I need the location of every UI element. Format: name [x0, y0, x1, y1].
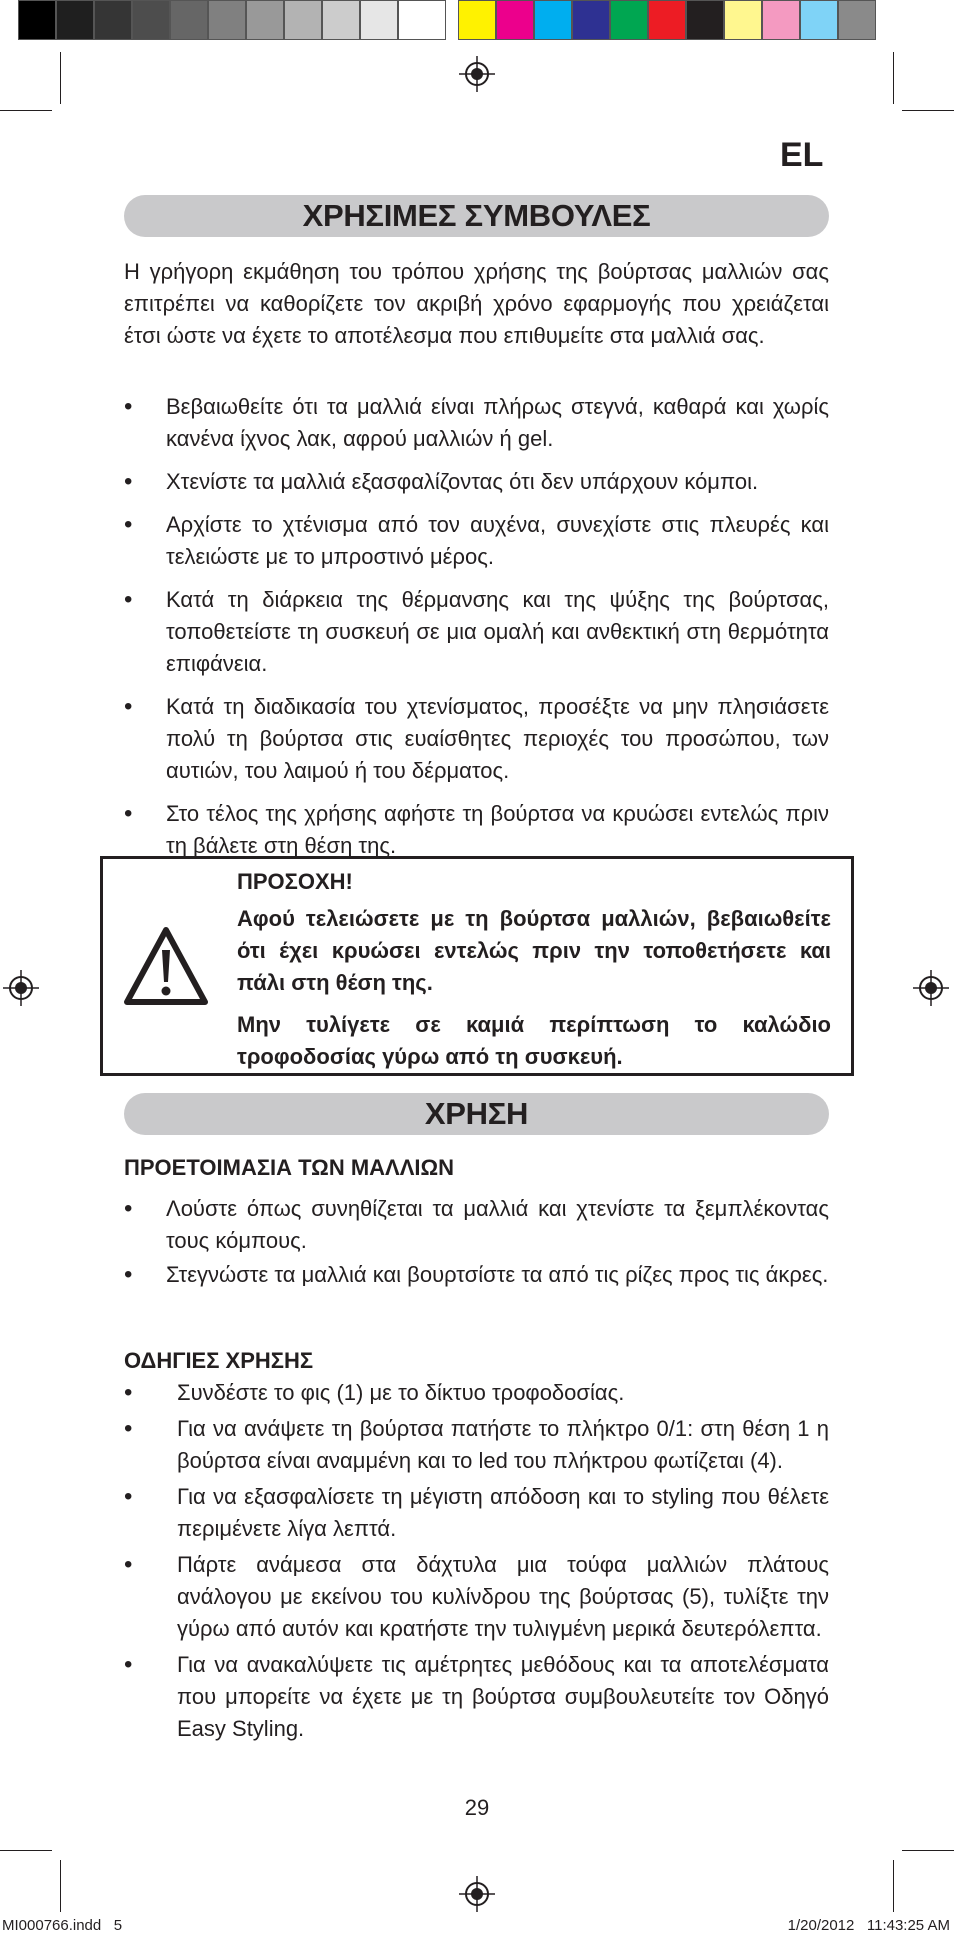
- language-code: EL: [780, 136, 824, 174]
- printer-color-bar: [18, 0, 876, 42]
- registration-mark-icon: [459, 1876, 495, 1912]
- section-title-usage: ΧΡΗΣΗ: [124, 1093, 829, 1135]
- subheading-usage-instructions: ΟΔΗΓΙΕΣ ΧΡΗΣΗΣ: [124, 1348, 314, 1373]
- registration-mark-icon: [913, 970, 949, 1006]
- warning-triangle-icon: [123, 926, 209, 1006]
- color-swatch: [56, 0, 94, 40]
- registration-mark-icon: [459, 56, 495, 92]
- color-swatch: [686, 0, 724, 40]
- color-swatch: [838, 0, 876, 40]
- list-item: • Κατά τη διαδικασία του χτενίσματος, προσέξτε να μην πλησιάσετε πολύ τη βούρτσα στις ευαίσθητες περιοχές του προσώπου, των αυτιών, του λαιμού ή του δέρματος.: [124, 691, 829, 787]
- list-item: • Κατά τη διάρκεια της θέρμανσης και της ψύξης της βούρτσας, τοποθετείστε τη συσκευή σε μια ομαλή και ανθεκτική στη θερμότητα επιφάνεια.: [124, 584, 829, 680]
- subheading-hair-preparation: ΠΡΟΕΤΟΙΜΑΣΙΑ ΤΩΝ ΜΑΛΛΙΩΝ: [124, 1155, 455, 1180]
- color-swatch: [458, 0, 496, 40]
- color-swatch: [18, 0, 56, 40]
- registration-mark-icon: [3, 970, 39, 1006]
- color-swatch: [360, 0, 398, 40]
- color-swatch: [322, 0, 360, 40]
- list-item: • Πάρτε ανάμεσα στα δάχτυλα μια τούφα μαλλιών πλάτους ανάλογου με εκείνου του κυλίνδρου της βούρτσας (5), τυλίξτε την γύρω από αυτόν και κρατήστε την τυλιγμένη μερικά δευτερόλεπτα.: [124, 1549, 829, 1645]
- color-swatch: [572, 0, 610, 40]
- intro-paragraph: Η γρήγορη εκμάθηση του τρόπου χρήσης της βούρτσας μαλλιών σας επιτρέπει να καθορίζετε τον ακριβή χρόνο εφαρμογής που χρειάζεται έτσι ώστε να έχετε το αποτέλεσμα που επιθυμείτε στα μαλλιά σας.: [124, 259, 829, 348]
- color-swatch: [762, 0, 800, 40]
- color-swatch: [246, 0, 284, 40]
- color-swatch: [208, 0, 246, 40]
- crop-mark: [0, 1850, 52, 1851]
- crop-mark: [60, 1860, 61, 1912]
- list-item: • Για να ανάψετε τη βούρτσα πατήστε το πλήκτρο 0/1: στη θέση 1 η βούρτσα είναι αναμμένη και το led του πλήκτρου φωτίζεται (4).: [124, 1413, 829, 1477]
- color-swatch: [534, 0, 572, 40]
- crop-mark: [893, 1860, 894, 1912]
- color-swatch: [132, 0, 170, 40]
- file-slug: MI000766.indd 5: [2, 1917, 123, 1934]
- color-swatch: [610, 0, 648, 40]
- section-title-useful-tips: ΧΡΗΣΙΜΕΣ ΣΥΜΒΟΥΛΕΣ: [124, 195, 829, 237]
- list-item: • Για να ανακαλύψετε τις αμέτρητες μεθόδους και τα αποτελέσματα που μπορείτε να έχετε με τη βούρτσα συμβουλευτείτε τον Οδηγό Easy Styling.: [124, 1649, 829, 1745]
- crop-mark: [902, 1850, 954, 1851]
- list-item: • Αρχίστε το χτένισμα από τον αυχένα, συνεχίστε στις πλευρές και τελειώστε με το μπροστινό μέρος.: [124, 509, 829, 573]
- color-swatch: [648, 0, 686, 40]
- list-item: • Χτενίστε τα μαλλιά εξασφαλίζοντας ότι δεν υπάρχουν κόμποι.: [124, 466, 829, 498]
- crop-mark: [60, 52, 61, 104]
- color-swatch: [284, 0, 322, 40]
- file-timestamp: 1/20/2012 11:43:25 AM: [787, 1917, 950, 1934]
- usage-list: [124, 1377, 829, 1749]
- color-swatch: [398, 0, 446, 40]
- crop-mark: [902, 110, 954, 111]
- warning-text: Μην τυλίγετε σε καμιά περίπτωση το καλώδιο τροφοδοσίας γύρω από τη συσκευή.: [237, 1012, 831, 1069]
- list-item: • Στο τέλος της χρήσης αφήστε τη βούρτσα να κρυώσει εντελώς πριν τη βάλετε στη θέση της.: [124, 798, 829, 862]
- crop-mark: [0, 110, 52, 111]
- color-swatch: [496, 0, 534, 40]
- color-swatch: [170, 0, 208, 40]
- color-swatch: [724, 0, 762, 40]
- list-item: • Στεγνώστε τα μαλλιά και βουρτσίστε τα από τις ρίζες προς τις άκρες.: [124, 1259, 829, 1291]
- crop-mark: [893, 52, 894, 104]
- color-swatch: [94, 0, 132, 40]
- warning-text: Αφού τελειώσετε με τη βούρτσα μαλλιών, βεβαιωθείτε ότι έχει κρυώσει εντελώς πριν την τοποθετήσετε και πάλι στη θέση της.: [237, 906, 831, 995]
- page-number: 29: [464, 1795, 490, 1820]
- list-item: • Για να εξασφαλίσετε τη μέγιστη απόδοση και το styling που θέλετε περιμένετε λίγα λεπτά.: [124, 1481, 829, 1545]
- color-swatch: [800, 0, 838, 40]
- warning-title: ΠΡΟΣΟΧΗ!: [237, 869, 353, 894]
- preparation-list: [124, 1193, 829, 1293]
- list-item: • Βεβαιωθείτε ότι τα μαλλιά είναι πλήρως στεγνά, καθαρά και χωρίς κανένα ίχνος λακ, αφρού μαλλιών ή gel.: [124, 391, 829, 455]
- list-item: • Συνδέστε το φις (1) με το δίκτυο τροφοδοσίας.: [124, 1377, 829, 1409]
- list-item: • Λούστε όπως συνηθίζεται τα μαλλιά και χτενίστε τα ξεμπλέκοντας τους κόμπους.: [124, 1193, 829, 1257]
- warning-box: [100, 856, 854, 1076]
- tips-list: [124, 391, 829, 873]
